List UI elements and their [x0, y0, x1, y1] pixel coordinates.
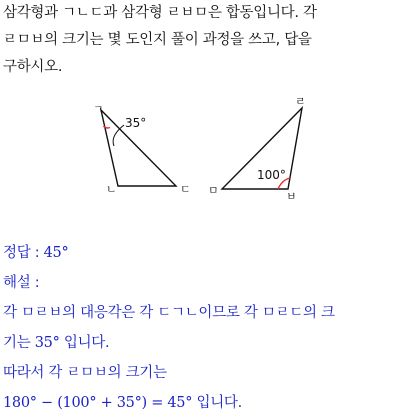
- vertex-label-rieul: ㄹ: [295, 95, 306, 108]
- angle-label-35: 35°: [125, 116, 147, 130]
- question-line-2: ㄹㅁㅂ의 크기는 몇 도인지 풀이 과정을 쓰고, 답을: [3, 32, 312, 48]
- angle-arc-left: [104, 126, 111, 128]
- explanation-line-4: [3, 391, 242, 412]
- explanation-line-2-prefix: 기는: [3, 335, 31, 351]
- explanation-line-1: 각 ㅁㄹㅂ의 대응각은 각 ㄷㄱㄴ이므로 각 ㅁㄹㄷ의 크: [3, 305, 335, 321]
- explanation-line-3: 따라서 각 ㄹㅁㅂ의 크기는: [3, 365, 167, 381]
- question-line-3: 구하시오.: [3, 59, 63, 75]
- explanation-angle-value: 35°: [34, 335, 60, 351]
- question-line-1: 삼각형과 ㄱㄴㄷ과 삼각형 ㄹㅂㅁ은 합동입니다. 각: [3, 5, 317, 21]
- answer-label: 정답 :: [3, 245, 40, 261]
- explanation-line-4-text: 입니다.: [196, 395, 242, 411]
- explanation-label: 해설 :: [3, 275, 40, 291]
- vertex-label-bieup: ㅂ: [286, 190, 297, 203]
- explanation-formula: 180° − (100° + 35°) = 45°: [3, 395, 193, 411]
- vertex-label-giyeok: ㄱ: [93, 103, 104, 116]
- explanation-line-2: [3, 331, 109, 352]
- vertex-label-nieun: ㄴ: [106, 183, 117, 196]
- explanation-line-2-text: 입니다.: [63, 335, 110, 351]
- vertex-label-mieum: ㅁ: [208, 184, 219, 197]
- vertex-label-digeut: ㄷ: [180, 183, 191, 196]
- answer-value: 45°: [43, 245, 69, 261]
- answer-line: [3, 241, 68, 262]
- angle-label-100: 100°: [257, 168, 286, 182]
